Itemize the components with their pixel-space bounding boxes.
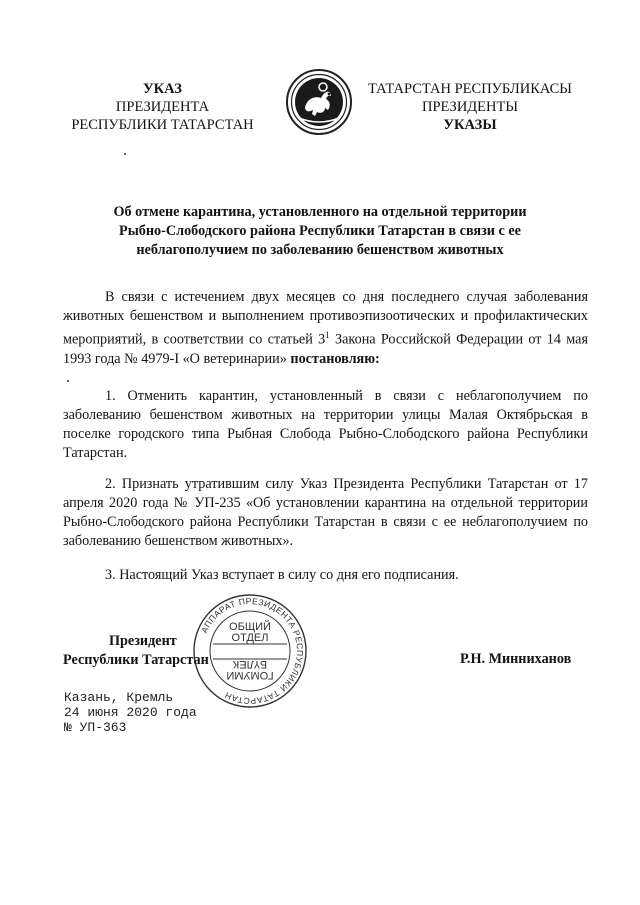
preamble-paragraph bbox=[63, 288, 588, 369]
document-title bbox=[70, 203, 570, 260]
header-left-block bbox=[60, 80, 265, 134]
tatarstan-coat-of-arms-icon bbox=[285, 68, 353, 136]
header-right-line2: ПРЕЗИДЕНТЫ bbox=[421, 99, 519, 115]
preamble-superscript: 1 bbox=[325, 330, 330, 340]
signatory-name: Р.Н. Минниханов bbox=[460, 651, 572, 667]
footer-place: Казань, Кремль bbox=[64, 690, 174, 705]
signature-title-line1: Президент bbox=[109, 633, 177, 649]
header-right-line1: ТАТАРСТАН РЕСПУБЛИКАСЫ bbox=[368, 81, 572, 97]
signature-title-line2: Республики Татарстан bbox=[63, 652, 209, 668]
decree-item-1: 1. Отменить карантин, установленный в связи с неблагополучием по заболеванию бешенством животных на территории улицы Малая Октябрьская в поселке городского типа Рыбная Слобода Рыбно-Слободского района Республики Татарстан. bbox=[63, 388, 588, 461]
header-left-line3: РЕСПУБЛИКИ ТАТАРСТАН bbox=[71, 117, 254, 133]
title-line3: неблагополучием по заболеванию бешенством животных bbox=[136, 242, 504, 258]
scan-speck bbox=[67, 380, 69, 382]
title-line1: Об отмене карантина, установленного на отдельной территории bbox=[113, 204, 527, 220]
stamp-line4: БҮЛЕК bbox=[232, 658, 268, 670]
header-left-line2: ПРЕЗИДЕНТА bbox=[115, 99, 210, 115]
title-line2: Рыбно-Слободского района Республики Татарстан в связи с ее bbox=[119, 223, 521, 239]
header-left-line1: УКАЗ bbox=[143, 81, 182, 97]
header-right-line3: УКАЗЫ bbox=[443, 117, 497, 133]
decree-item-3: 3. Настоящий Указ вступает в силу со дня его подписания. bbox=[105, 567, 459, 583]
header-right-block bbox=[356, 80, 584, 134]
decree-item-2: 2. Признать утратившим силу Указ Президента Республики Татарстан от 17 апреля 2020 года № УП-235 «Об установлении карантина на отдельной территории Рыбно-Слободского района Республики Татарстан в связи с ее неблагополучием по заболеванию бешенством животных». bbox=[63, 476, 588, 549]
stamp-line3: ГОМУМИ bbox=[226, 669, 274, 681]
svg-text:АППАРАТ ПРЕЗИДЕНТА РЕСПУБЛИКИ bbox=[199, 596, 305, 706]
signature-title bbox=[63, 632, 209, 670]
footer-block bbox=[64, 690, 197, 735]
preamble-bold: постановляю: bbox=[290, 350, 380, 367]
stamp-line1: ОБЩИЙ bbox=[229, 621, 271, 633]
scan-speck bbox=[124, 153, 126, 155]
footer-number: № УП-363 bbox=[64, 720, 127, 735]
footer-date: 24 июня 2020 года bbox=[64, 705, 197, 720]
stamp-line2: ОТДЕЛ bbox=[231, 632, 269, 644]
preamble-text: В связи с истечением двух месяцев со дня последнего случая заболевания животных бешенством и выполнением противоэпизоотических и профилактических мероприятий, в соответствии со статьей 3 bbox=[63, 289, 588, 348]
preamble-text-2: Закона Российской Федерации от 14 мая 1993 года № 4979-I «О ветеринарии» bbox=[63, 331, 588, 367]
stamp-ring-text: АППАРАТ ПРЕЗИДЕНТА РЕСПУБЛИКИ ТАТАРСТАН bbox=[198, 595, 306, 707]
